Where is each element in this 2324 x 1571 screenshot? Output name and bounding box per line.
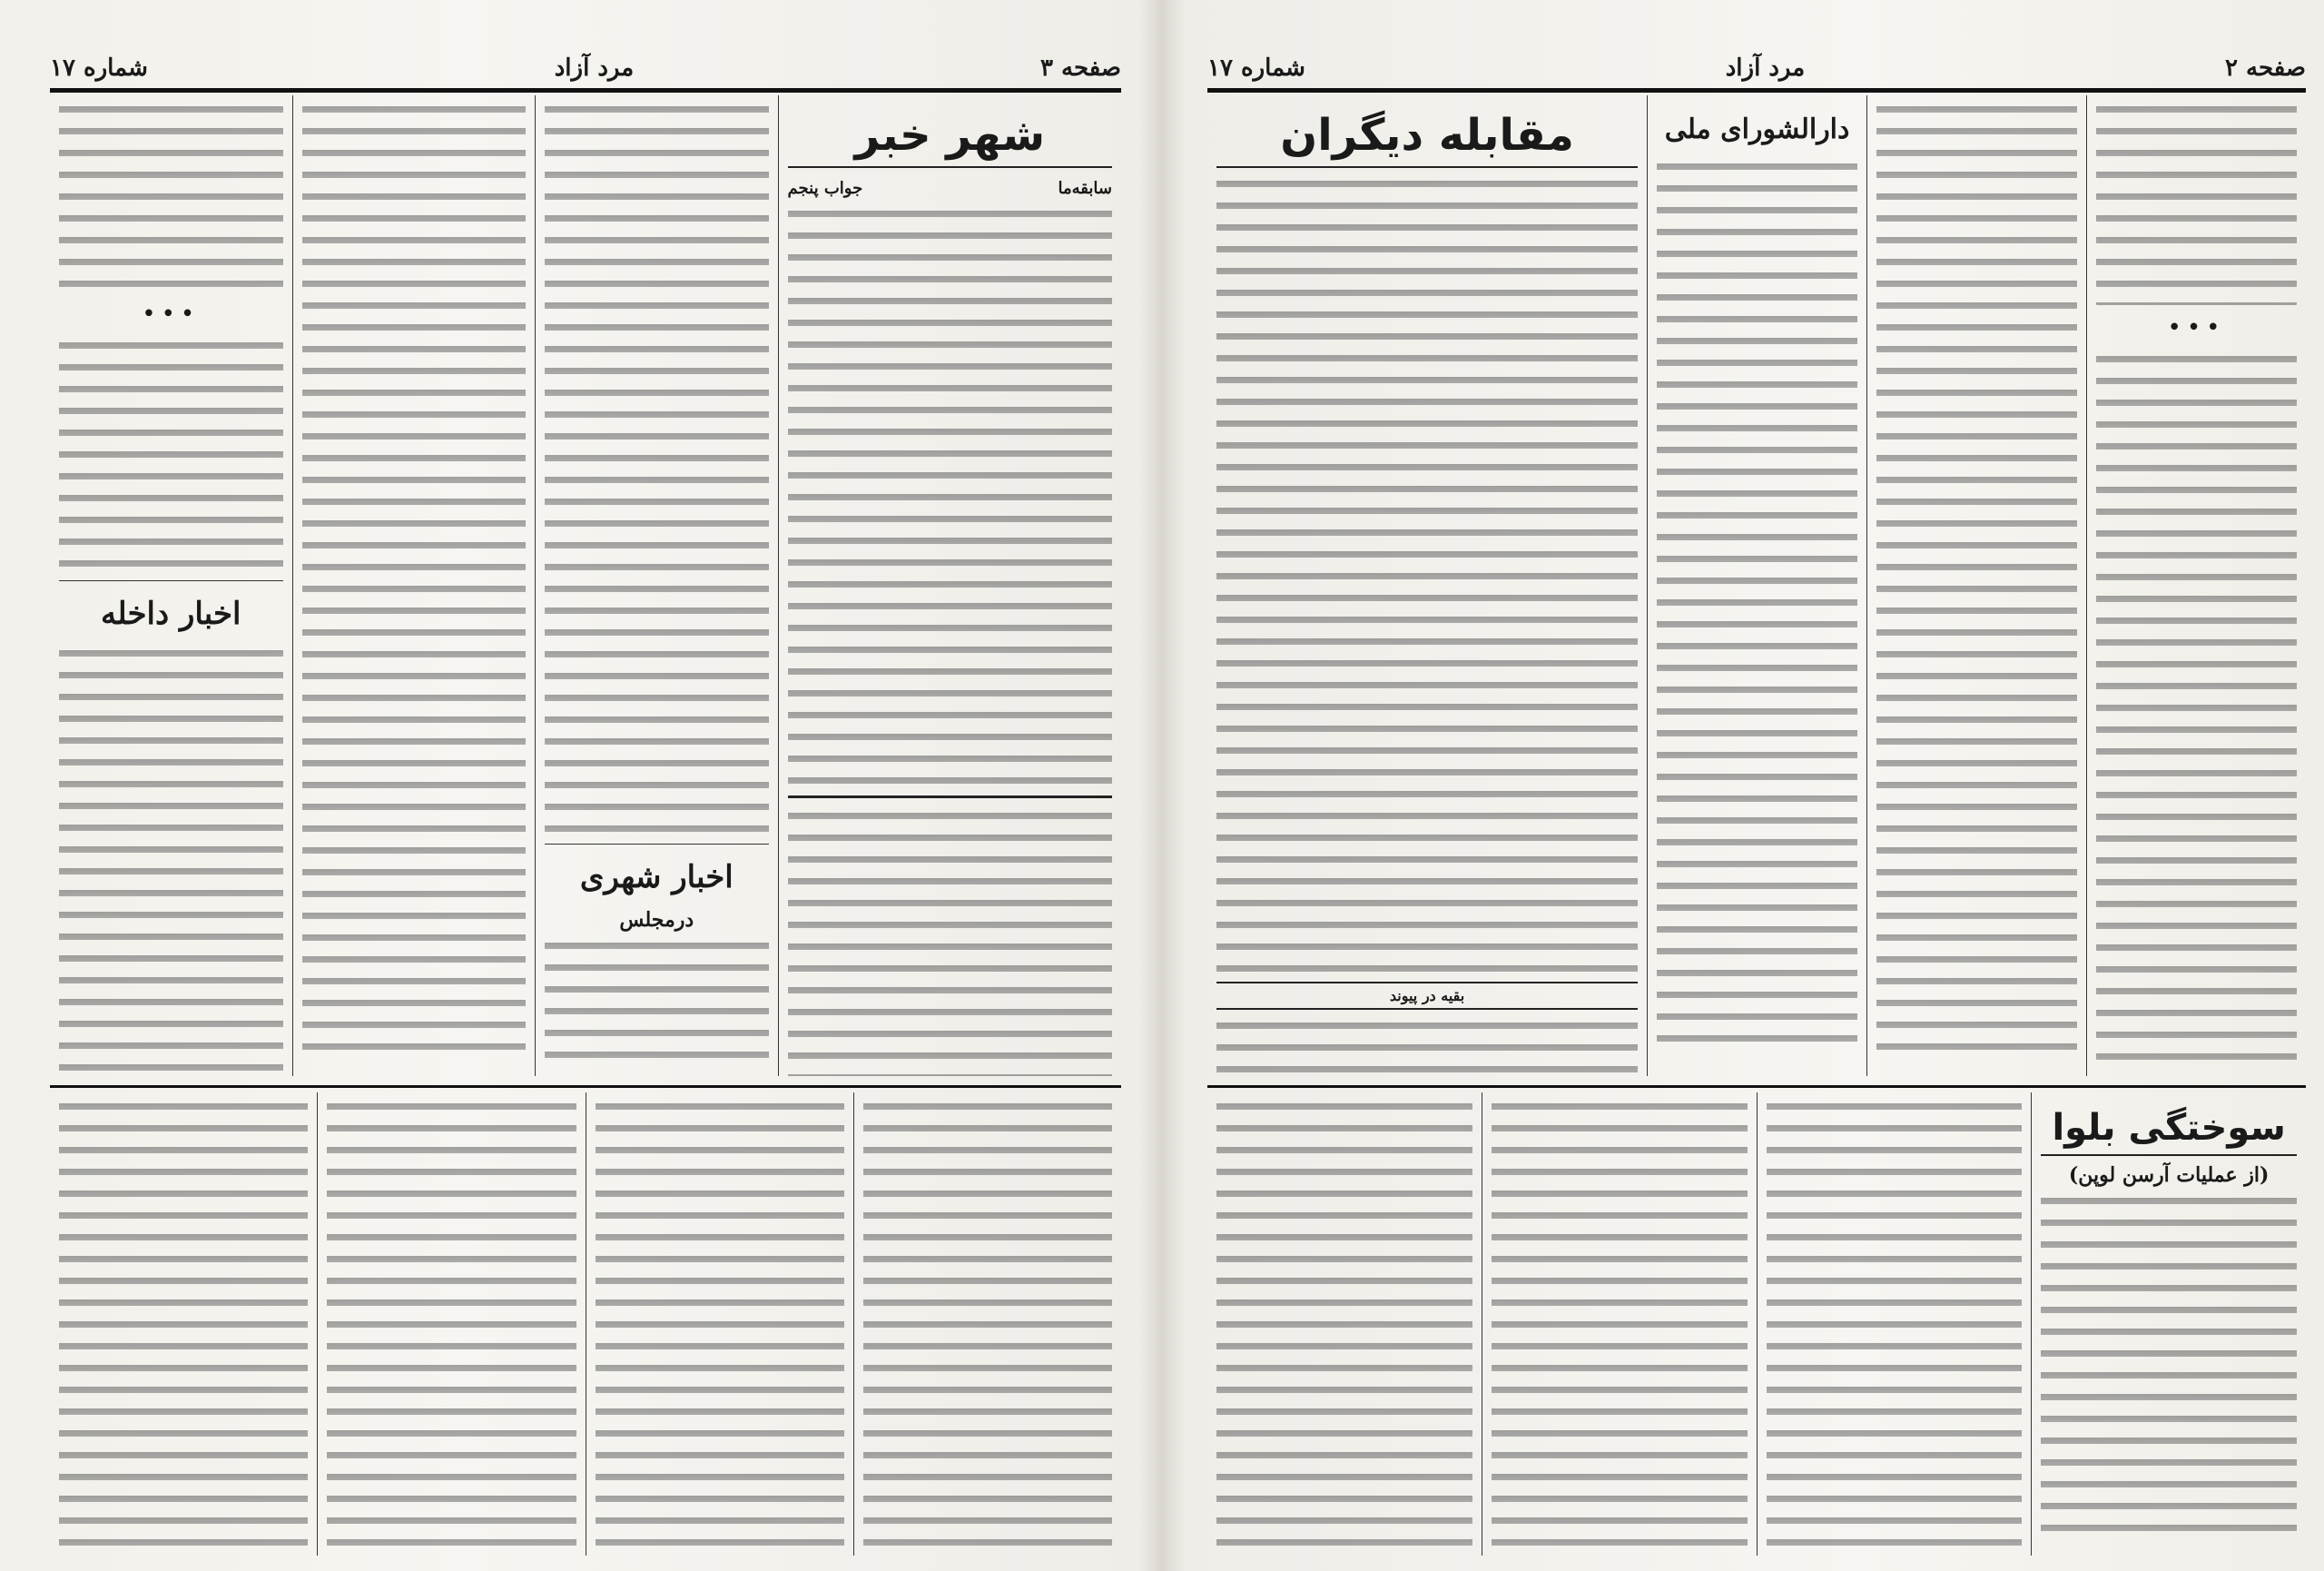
paper-name: مرد آزاد xyxy=(554,54,635,82)
city-news-heading: اخبار شهری xyxy=(579,859,734,895)
column-shahr-khabar xyxy=(778,95,1121,1076)
column-first xyxy=(2086,95,2306,1076)
reply-label: جواب پنجم xyxy=(787,179,863,198)
bottom-col xyxy=(1757,1092,2032,1556)
continued-label: بقیه در پیوند xyxy=(1389,987,1465,1004)
left-top-columns xyxy=(50,95,1121,1076)
article-body xyxy=(1657,158,1857,1048)
article-body xyxy=(1216,1017,1638,1076)
separator-dots: ••• xyxy=(2167,314,2226,341)
left-page xyxy=(0,0,1139,1571)
article-body xyxy=(1876,101,2077,1063)
column-middle xyxy=(535,95,778,1076)
right-bottom-columns xyxy=(1207,1092,2306,1556)
bottom-subheading: (از عملیات آرسن لوپن) xyxy=(2068,1163,2270,1187)
left-bottom-columns xyxy=(50,1092,1121,1556)
column-second xyxy=(1866,95,2086,1076)
bottom-col xyxy=(317,1092,585,1556)
right-page xyxy=(1157,0,2324,1571)
article-body xyxy=(1216,175,1638,974)
bottom-col xyxy=(586,1092,853,1556)
continued-banner xyxy=(1216,982,1638,1010)
article-body xyxy=(59,1098,308,1550)
right-page-header xyxy=(1207,50,2306,86)
article-body xyxy=(327,1098,576,1550)
column-darolshura xyxy=(1647,95,1866,1076)
article-body xyxy=(1216,1098,1472,1550)
headline-moghabeleh: مقابله دیگران xyxy=(1216,101,1638,168)
bottom-headline: سوختگی بلوا xyxy=(2041,1098,2297,1156)
article-body xyxy=(596,1098,844,1550)
article-body xyxy=(545,937,769,1064)
separator-dots: ••• xyxy=(142,301,201,328)
page-number: صفحه ۳ xyxy=(1040,54,1121,82)
article-body xyxy=(59,645,283,1072)
article-body xyxy=(1492,1098,1748,1550)
header-rule xyxy=(1207,88,2306,93)
bottom-col-feature xyxy=(2031,1092,2306,1556)
left-page-header xyxy=(50,50,1121,86)
parliament-heading: دارالشورای ملی xyxy=(1664,114,1850,145)
bottom-col xyxy=(50,1092,317,1556)
headline-shahr-khabar: شهر خبر xyxy=(788,101,1112,168)
article-body xyxy=(2096,101,2297,305)
interior-news-heading: اخبار داخله xyxy=(101,596,241,632)
section-label: سابقه‌ما xyxy=(1058,179,1112,198)
article-body xyxy=(59,101,283,291)
article-body xyxy=(788,807,1112,1076)
mid-rule xyxy=(1207,1085,2306,1088)
page-number: صفحه ۲ xyxy=(2225,54,2306,82)
bottom-col xyxy=(853,1092,1121,1556)
article-body xyxy=(59,337,283,573)
city-news-subheading: درمجلس xyxy=(619,908,694,932)
article-body xyxy=(302,101,527,1063)
article-body xyxy=(2041,1192,2297,1537)
divider xyxy=(545,844,769,845)
article-body xyxy=(545,101,769,836)
right-top-columns xyxy=(1207,95,2306,1076)
paper-name: مرد آزاد xyxy=(1725,54,1806,82)
issue-number: شماره ۱۷ xyxy=(50,54,148,82)
mid-rule xyxy=(50,1085,1121,1088)
divider xyxy=(59,580,283,581)
column-moghabeleh xyxy=(1207,95,1647,1076)
article-body xyxy=(1767,1098,2023,1550)
bottom-col xyxy=(1207,1092,1482,1556)
header-rule xyxy=(50,88,1121,93)
article-body xyxy=(2096,351,2297,1068)
bottom-col xyxy=(1482,1092,1757,1556)
issue-number: شماره ۱۷ xyxy=(1207,54,1305,82)
column-left-edge xyxy=(50,95,292,1076)
divider xyxy=(788,795,1112,798)
column-third xyxy=(292,95,536,1076)
article-body xyxy=(863,1098,1112,1550)
article-body xyxy=(788,205,1112,786)
